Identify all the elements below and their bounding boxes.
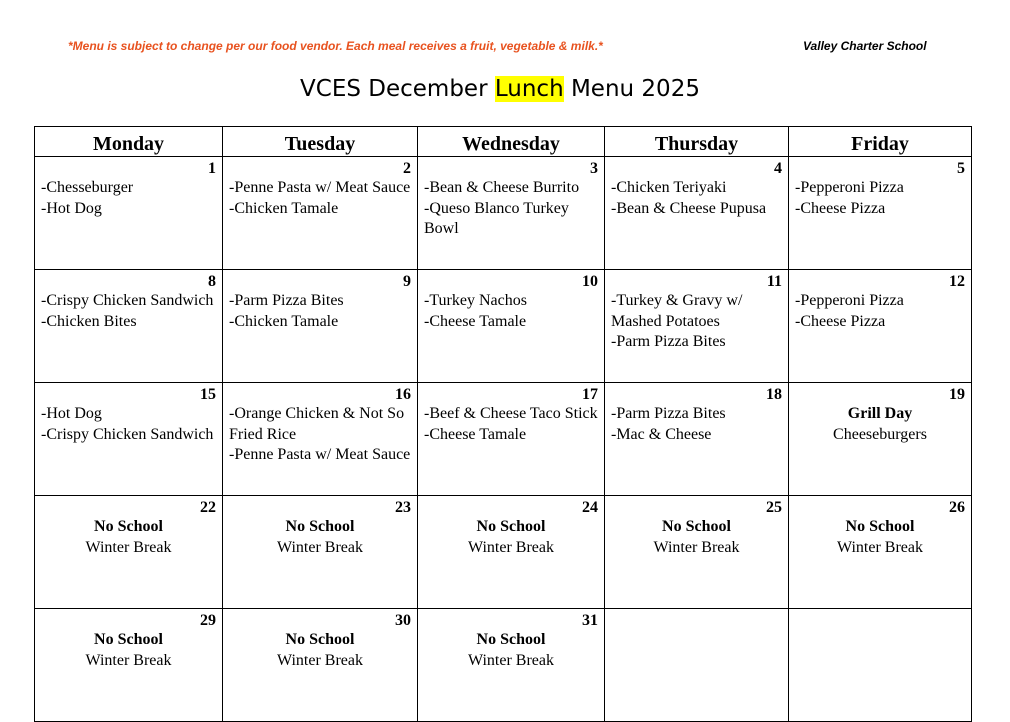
day-header-monday: Monday <box>35 127 223 157</box>
day-number: 8 <box>208 273 216 290</box>
menu-item: -Parm Pizza Bites <box>229 292 344 309</box>
menu-item: -Cheese Tamale <box>424 425 527 443</box>
day-number: 29 <box>200 612 216 629</box>
menu-item: -Hot Dog <box>41 405 102 422</box>
special-day-note <box>41 630 216 671</box>
day-cell <box>35 270 223 383</box>
special-day-detail: Winter Break <box>468 538 554 556</box>
day-cell <box>223 157 418 270</box>
special-day-note <box>795 404 965 445</box>
page-title <box>0 76 1000 102</box>
week-row <box>35 157 972 270</box>
week-row <box>35 270 972 383</box>
menu-item: -Cheese Tamale <box>424 312 527 330</box>
special-day-detail: Winter Break <box>468 651 554 669</box>
day-cell <box>789 270 972 383</box>
day-cell <box>605 609 789 722</box>
menu-item: -Beef & Cheese Taco Stick <box>424 405 598 422</box>
week-row <box>35 383 972 496</box>
menu-item: -Chicken Tamale <box>229 199 339 217</box>
special-day-detail: Winter Break <box>277 538 363 556</box>
day-number: 2 <box>403 160 411 177</box>
menu-item: -Pepperoni Pizza <box>795 179 904 196</box>
day-number: 16 <box>395 386 411 403</box>
day-number: 1 <box>208 160 216 177</box>
special-day-detail: Winter Break <box>85 651 172 669</box>
day-cell <box>605 496 789 609</box>
week-row <box>35 496 972 609</box>
menu-item: -Parm Pizza Bites <box>611 333 726 350</box>
day-cell <box>418 157 605 270</box>
special-day-title: No School <box>476 631 546 648</box>
special-day-note <box>229 517 411 558</box>
day-header-friday: Friday <box>789 127 972 157</box>
special-day-note <box>424 517 598 558</box>
menu-item: -Chicken Bites <box>41 312 137 330</box>
menu-item: -Orange Chicken & Not So Fried Rice <box>229 405 405 443</box>
school-name: Valley Charter School <box>803 39 927 53</box>
special-day-detail: Winter Break <box>653 538 740 556</box>
day-cell <box>35 383 223 496</box>
week-row <box>35 609 972 722</box>
special-day-note <box>424 630 598 671</box>
special-day-title: Grill Day <box>847 405 913 422</box>
menu-item: -Penne Pasta w/ Meat Sauce <box>229 179 411 196</box>
day-cell <box>789 496 972 609</box>
day-number: 30 <box>395 612 411 629</box>
day-number: 12 <box>949 273 965 290</box>
calendar-body <box>35 157 972 722</box>
day-number: 5 <box>957 160 965 177</box>
special-day-title: No School <box>662 518 731 535</box>
menu-item: -Parm Pizza Bites <box>611 405 726 422</box>
menu-item: -Hot Dog <box>41 199 102 217</box>
menu-item: -Penne Pasta w/ Meat Sauce <box>229 446 411 463</box>
day-cell <box>223 609 418 722</box>
day-number: 17 <box>582 386 598 403</box>
day-cell <box>789 609 972 722</box>
day-number: 3 <box>590 160 598 177</box>
menu-item: -Chicken Teriyaki <box>611 179 727 196</box>
weekday-header-row <box>35 127 972 157</box>
day-cell <box>418 496 605 609</box>
menu-item: -Bean & Cheese Pupusa <box>611 199 767 217</box>
title-suffix: Menu 2025 <box>563 76 700 102</box>
day-number: 4 <box>774 160 782 177</box>
menu-item: -Crispy Chicken Sandwich <box>41 425 214 443</box>
day-cell <box>223 496 418 609</box>
day-cell <box>35 157 223 270</box>
day-number: 19 <box>949 386 965 403</box>
menu-item: -Turkey Nachos <box>424 292 527 309</box>
special-day-note <box>795 517 965 558</box>
day-number: 9 <box>403 273 411 290</box>
day-number <box>795 611 965 630</box>
day-header-wednesday: Wednesday <box>418 127 605 157</box>
menu-calendar <box>34 126 972 722</box>
day-cell <box>35 609 223 722</box>
day-cell <box>789 157 972 270</box>
special-day-detail: Winter Break <box>277 651 363 669</box>
menu-item: -Mac & Cheese <box>611 425 712 443</box>
day-number: 18 <box>766 386 782 403</box>
day-number: 25 <box>766 499 782 516</box>
day-number: 10 <box>582 273 598 290</box>
menu-item: -Bean & Cheese Burrito <box>424 179 580 196</box>
special-day-title: No School <box>845 518 915 535</box>
special-day-title: No School <box>285 518 355 535</box>
day-number: 23 <box>395 499 411 516</box>
day-cell <box>605 157 789 270</box>
menu-item: -Pepperoni Pizza <box>795 292 904 309</box>
day-number: 26 <box>949 499 965 516</box>
title-prefix: VCES December <box>300 76 495 102</box>
special-day-title: No School <box>476 518 546 535</box>
day-number: 15 <box>200 386 216 403</box>
day-cell <box>418 383 605 496</box>
day-cell <box>605 383 789 496</box>
day-cell <box>418 270 605 383</box>
special-day-note <box>611 517 782 558</box>
day-number: 24 <box>582 499 598 516</box>
special-day-title: No School <box>94 518 163 535</box>
day-number: 22 <box>200 499 216 516</box>
day-cell <box>35 496 223 609</box>
day-header-thursday: Thursday <box>605 127 789 157</box>
menu-item: -Chesseburger <box>41 179 134 196</box>
menu-item: -Crispy Chicken Sandwich <box>41 292 214 309</box>
day-cell <box>418 609 605 722</box>
title-highlight: Lunch <box>494 76 564 102</box>
menu-disclaimer: *Menu is subject to change per our food vendor. Each meal receives a fruit, vegetable & milk.* <box>68 39 603 53</box>
day-header-tuesday: Tuesday <box>223 127 418 157</box>
day-cell <box>605 270 789 383</box>
day-number: 11 <box>766 273 782 290</box>
special-day-detail: Winter Break <box>85 538 172 556</box>
day-number <box>611 611 782 630</box>
special-day-detail: Winter Break <box>837 538 923 556</box>
day-cell <box>789 383 972 496</box>
menu-item: -Cheese Pizza <box>795 199 886 217</box>
day-cell <box>223 383 418 496</box>
special-day-title: No School <box>94 631 163 648</box>
special-day-title: No School <box>285 631 355 648</box>
menu-item: -Chicken Tamale <box>229 312 339 330</box>
menu-item: -Turkey & Gravy w/ Mashed Potatoes <box>611 292 743 330</box>
day-number: 31 <box>582 612 598 629</box>
special-day-detail: Cheeseburgers <box>833 425 927 443</box>
menu-item: -Cheese Pizza <box>795 312 886 330</box>
special-day-note <box>41 517 216 558</box>
special-day-note <box>229 630 411 671</box>
menu-item: -Queso Blanco Turkey Bowl <box>424 199 569 237</box>
day-cell <box>223 270 418 383</box>
